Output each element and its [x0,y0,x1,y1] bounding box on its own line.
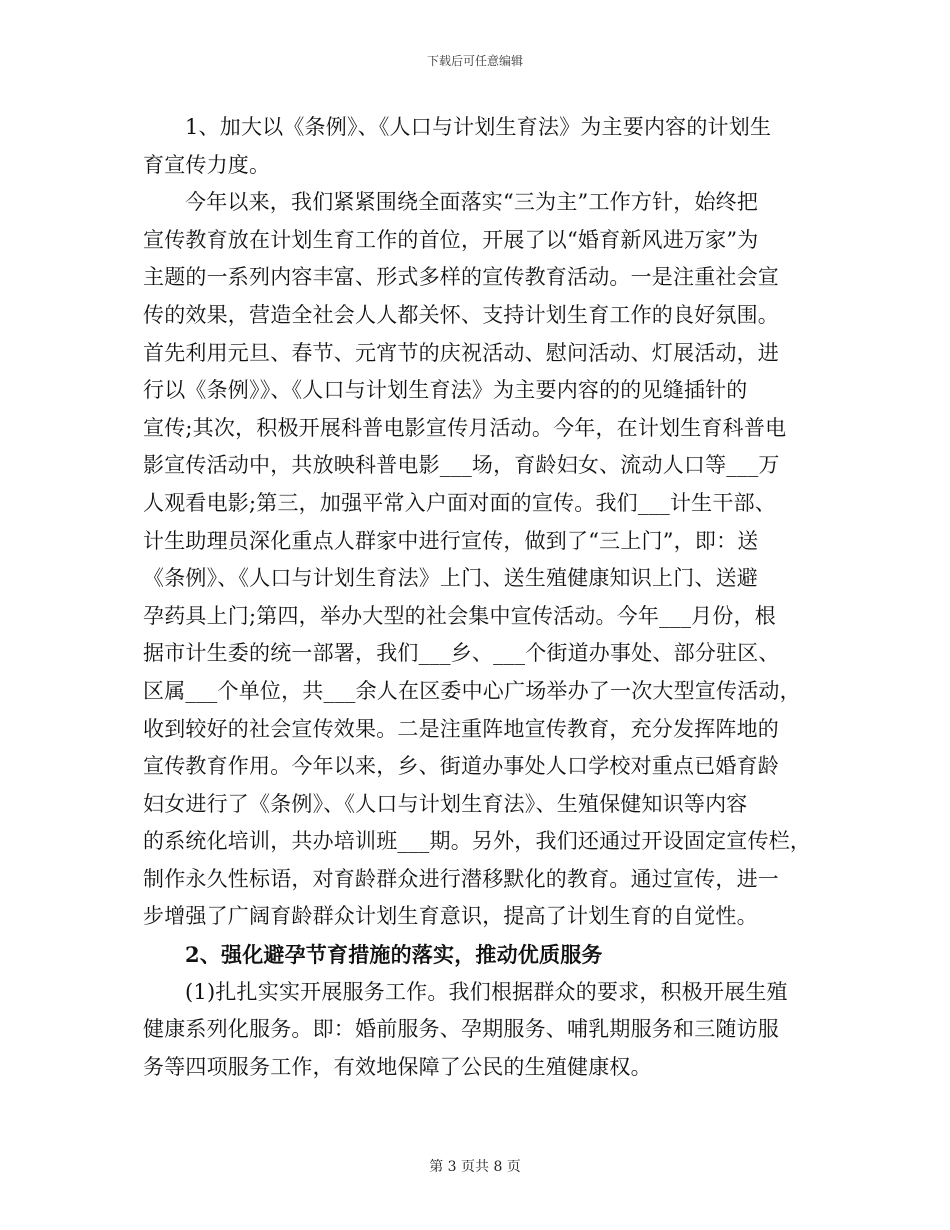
body-line: 区属___个单位，共___余人在区委中心广场举办了一次大型宣传活动， [143,678,801,703]
body-line: 宣传;其次，积极开展科普电影宣传月活动。今年，在计划生育科普电 [143,415,787,440]
body-line: 宣传教育作用。今年以来，乡、街道办事处人口学校对重点已婚育龄 [143,754,779,779]
body-line: (1)扎扎实实开展服务工作。我们根据群众的要求，积极开展生殖 [185,979,788,1004]
body-line: 行以《条例》》、《人口与计划生育法》为主要内容的的见缝插针的 [143,378,748,403]
page-footer: 第 3 页共 8 页 [429,1159,521,1175]
body-line: 首先利用元旦、春节、元宵节的庆祝活动、慰问活动、灯展活动，进 [143,340,779,365]
body-line: 人观看电影;第三，加强平常入户面对面的宣传。我们___计生干部、 [143,490,776,515]
body-line: 宣传教育放在计划生育工作的首位，开展了以“婚育新风进万家”为 [143,227,759,252]
body-line: 妇女进行了《条例》、《人口与计划生育法》、生殖保健知识等内容 [143,791,748,816]
body-line: 步增强了广阔育龄群众计划生育意识，提高了计划生育的自觉性。 [143,904,758,929]
body-line: 孕药具上门;第四，举办大型的社会集中宣传活动。今年___月份，根 [143,603,776,628]
body-line: 今年以来，我们紧紧围绕全面落实“三为主”工作方针，始终把 [185,190,759,215]
body-line: 收到较好的社会宣传效果。二是注重阵地宣传教育，充分发挥阵地的 [143,716,779,741]
body-line: 务等四项服务工作，有效地保障了公民的生殖健康权。 [143,1054,652,1079]
body-line: 制作永久性标语，对育龄群众进行潜移默化的教育。通过宣传，进一 [143,866,779,891]
body-line: 的系统化培训，共办培训班___期。另外，我们还通过开设固定宣传栏， [143,829,812,854]
body-line: 育宣传力度。 [143,152,271,177]
page-header: 下载后可任意编辑 [426,54,523,68]
body-line: 据市计生委的统一部署，我们___乡、___个街道办事处、部分驻区、 [143,641,780,666]
document-body [143,109,812,1086]
body-line: 主题的一系列内容丰富、形式多样的宣传教育活动。一是注重社会宣 [143,265,779,290]
body-line: 影宣传活动中，共放映科普电影___场，育龄妇女、流动人口等___万 [143,453,780,478]
body-line: 计生助理员深化重点人群家中进行宣传，做到了“三上门”，即：送 [143,528,759,553]
body-line: 传的效果，营造全社会人人都关怀、支持计划生育工作的良好氛围。 [143,302,779,327]
body-line: 1、加大以《条例》、《人口与计划生育法》为主要内容的计划生 [185,115,772,139]
section-heading: 2、强化避孕节育措施的落实，推动优质服务 [185,942,603,968]
body-line: 健康系列化服务。即：婚前服务、孕期服务、哺乳期服务和三随访服 [143,1017,779,1042]
body-line: 《条例》、《人口与计划生育法》上门、送生殖健康知识上门、送避 [143,566,758,591]
